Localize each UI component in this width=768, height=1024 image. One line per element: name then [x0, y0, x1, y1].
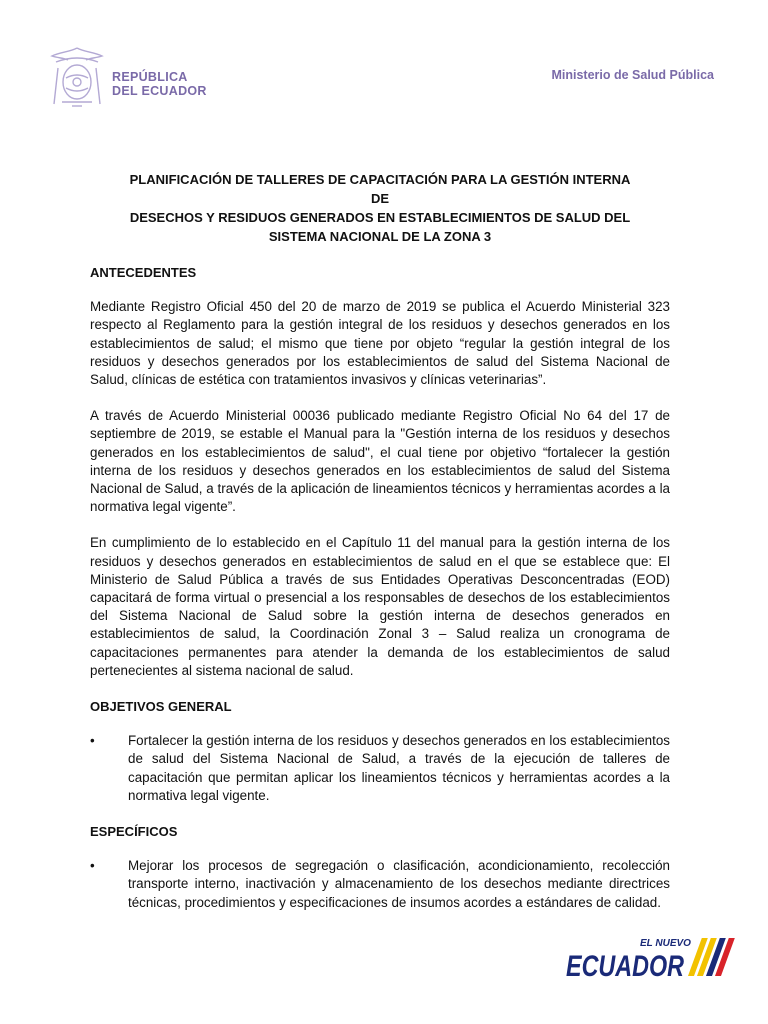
title-line-3: SISTEMA NACIONAL DE LA ZONA 3 — [268, 229, 492, 244]
republica-del-ecuador-label — [112, 70, 207, 98]
ministerio-label: Ministerio de Salud Pública — [551, 68, 714, 82]
objetivos-list — [90, 732, 670, 805]
antecedentes-paragraph-1: Mediante Registro Oficial 450 del 20 de marzo de 2019 se publica el Acuerdo Ministerial 323 respecto al Reglamento para la gestión integral de los residuos y desechos generados en los establecimientos de salud; el mismo que tiene por objeto “regular la gestión integral de los residuos y desechos generados por los establecimientos de salud del Sistema Nacional de Salud, clínicas de estética con tratamientos invasivos y clínicas veterinarias”. — [90, 299, 670, 388]
document-title — [90, 170, 670, 246]
logo-ecuador-text: ECUADOR — [566, 950, 685, 982]
bullet-icon: • — [90, 733, 95, 749]
title-line-2: DESECHOS Y RESIDUOS GENERADOS EN ESTABLECIMIENTOS DE SALUD DEL — [129, 210, 631, 225]
list-item — [90, 857, 670, 912]
especificos-heading: ESPECÍFICOS — [90, 824, 178, 840]
antecedentes-heading: ANTECEDENTES — [90, 265, 197, 280]
republica-line: REPÚBLICA — [112, 70, 188, 84]
el-nuevo-ecuador-logo-icon — [566, 932, 746, 982]
antecedentes-paragraph-3: En cumplimiento de lo establecido en el Capítulo 11 del manual para la gestión interna de los residuos y desechos generados en establecimientos de salud en el que se establece que: El Ministerio de Salud Pública a través de sus Entidades Operativas Desconcentradas (EOD) capacitará de forma virtual o presencial a los responsables de desechos de los establecimientos del Sistema Nacional de Salud sobre la gestión interna de desechos generados en establecimientos de salud, la Coordinación Zonal 3 – Salud realiza un cronograma de capacitaciones permanentes para atender la demanda de los establecimientos de salud pertenecientes al sistema nacional de salud. — [90, 535, 670, 678]
especifico-text: Mejorar los procesos de segregación o clasificación, acondicionamiento, recolección transporte interno, inactivación y almacenamiento de los desechos mediante directrices técnicas, procedimientos y especificaciones de insumos acordes a estándares de calidad. — [128, 858, 670, 910]
page-header — [0, 0, 768, 120]
logo-stripes — [688, 938, 735, 976]
title-line-1: PLANIFICACIÓN DE TALLERES DE CAPACITACIÓN PARA LA GESTIÓN INTERNA DE — [129, 172, 631, 206]
antecedentes-paragraph-2: A través de Acuerdo Ministerial 00036 publicado mediante Registro Oficial No 64 del 17 de septiembre de 2019, se estable el Manual para la "Gestión interna de los residuos y desechos generados en los establecimientos de salud", el cual tiene por objetivo “fortalecer la gestión interna de los residuos y desechos generados en los establecimientos de salud del Sistema Nacional de Salud, a través de la aplicación de lineamientos técnicos y herramientas acordes a la normativa legal vigente”. — [90, 408, 670, 515]
bullet-icon: • — [90, 858, 95, 874]
especificos-list — [90, 857, 670, 912]
objetivo-general-text: Fortalecer la gestión interna de los residuos y desechos generados en los establecimientos de salud del Sistema Nacional de Salud, a través de la ejecución de talleres de capacitación que permitan aplicar los lineamientos técnicos y herramientas acordes a la normativa legal vigente. — [128, 733, 670, 803]
objetivos-general-heading: OBJETIVOS GENERAL — [90, 699, 232, 715]
logo-el-nuevo-text: EL NUEVO — [640, 938, 691, 949]
ecuador-coat-of-arms-icon — [46, 44, 108, 112]
del-ecuador-line: DEL ECUADOR — [112, 84, 207, 98]
document-body — [90, 170, 670, 930]
list-item — [90, 732, 670, 805]
